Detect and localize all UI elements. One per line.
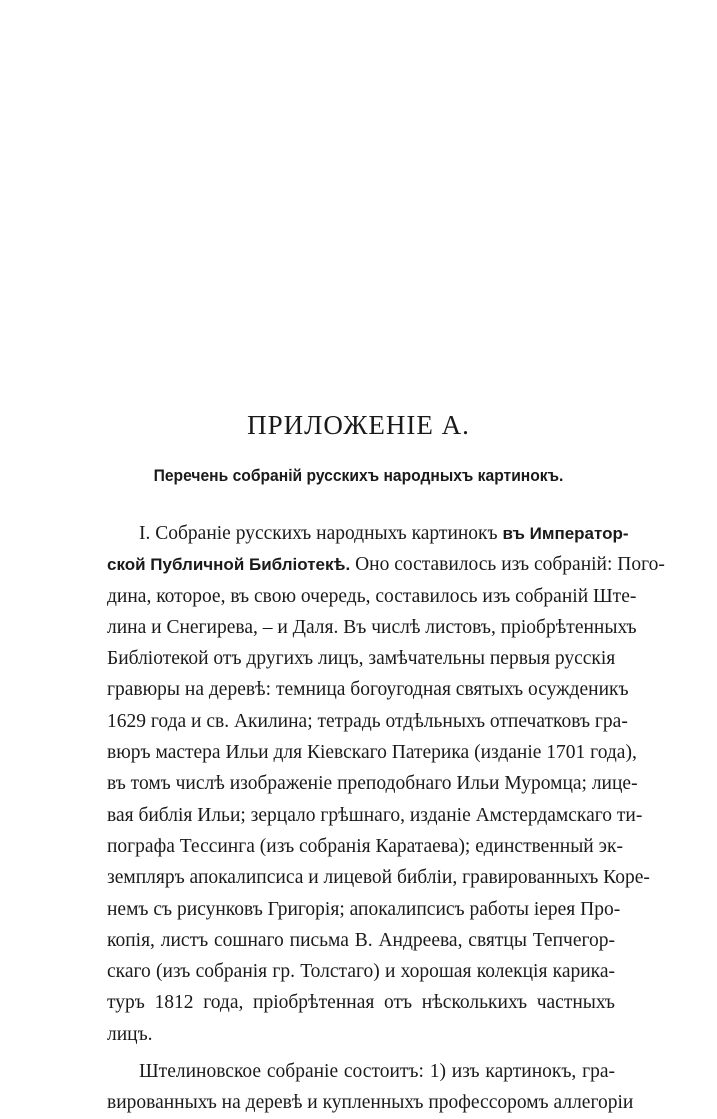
text-line: туръ 1812 года, пріобрѣтенная отъ нѣсколькихъ частныхъ <box>107 992 615 1014</box>
paragraph-2 <box>107 1056 634 1119</box>
text-line: немъ съ рисунковъ Григорія; апокалипсисъ работы іерея Про- <box>107 898 621 920</box>
body-text <box>107 518 665 1119</box>
text-line: пографа Тессинга (изъ собранія Каратаева); единственный эк- <box>107 835 623 857</box>
bold-run: въ Император- <box>502 524 629 543</box>
text-line: въ томъ числѣ изображеніе преподобнаго Ильи Муромца; лице- <box>107 773 638 795</box>
text-line: 1629 года и св. Акилина; тетрадь отдѣльныхъ отпечатковъ гра- <box>107 710 628 732</box>
text-line <box>107 518 629 549</box>
text-line: лицъ. <box>107 1023 153 1045</box>
text-line: земпляръ апокалипсиса и лицевой библіи, гравированныхъ Коре- <box>107 867 650 889</box>
text-line: вированныхъ на деревѣ и купленныхъ профессоромъ аллегоріи <box>107 1092 634 1114</box>
paragraph-1 <box>107 518 665 1050</box>
text-line: лина и Снегирева, – и Даля. Въ числѣ листовъ, пріобрѣтенныхъ <box>107 616 637 638</box>
text-run: Оно составилось изъ собраній: Пого- <box>350 554 665 576</box>
text-line: скаго (изъ собранія гр. Толстаго) и хорошая колекція карика- <box>107 961 615 983</box>
appendix-subtitle: Перечень собраній русскихъ народныхъ картинокъ. <box>153 466 564 485</box>
text-line: копія, листъ сошнаго письма В. Андреева, святцы Тепчегор- <box>107 929 615 951</box>
text-line: Штелиновское собраніе состоитъ: 1) изъ картинокъ, гра- <box>139 1061 615 1083</box>
text-line: гравюры на деревѣ: темница богоугодная святыхъ осужденикъ <box>107 679 629 701</box>
text-line: Библіотекой отъ другихъ лицъ, замѣчательны первыя русскія <box>107 648 616 670</box>
appendix-heading: ПРИЛОЖЕНІЕ А. <box>247 410 470 440</box>
bold-run: ской Публичной Библіотекѣ. <box>107 555 351 575</box>
text-line <box>107 549 665 580</box>
text-line: вая библія Ильи; зерцало грѣшнаго, изданіе Амстердамскаго ти- <box>107 804 643 826</box>
text-line: дина, которое, въ свою очередь, составилось изъ собраній Ште- <box>107 585 637 607</box>
text-line: вюръ мастера Ильи для Кіевскаго Патерика (изданіе 1701 года), <box>107 742 637 764</box>
text-run: I. Собраніе русскихъ народныхъ картинокъ <box>139 523 498 544</box>
